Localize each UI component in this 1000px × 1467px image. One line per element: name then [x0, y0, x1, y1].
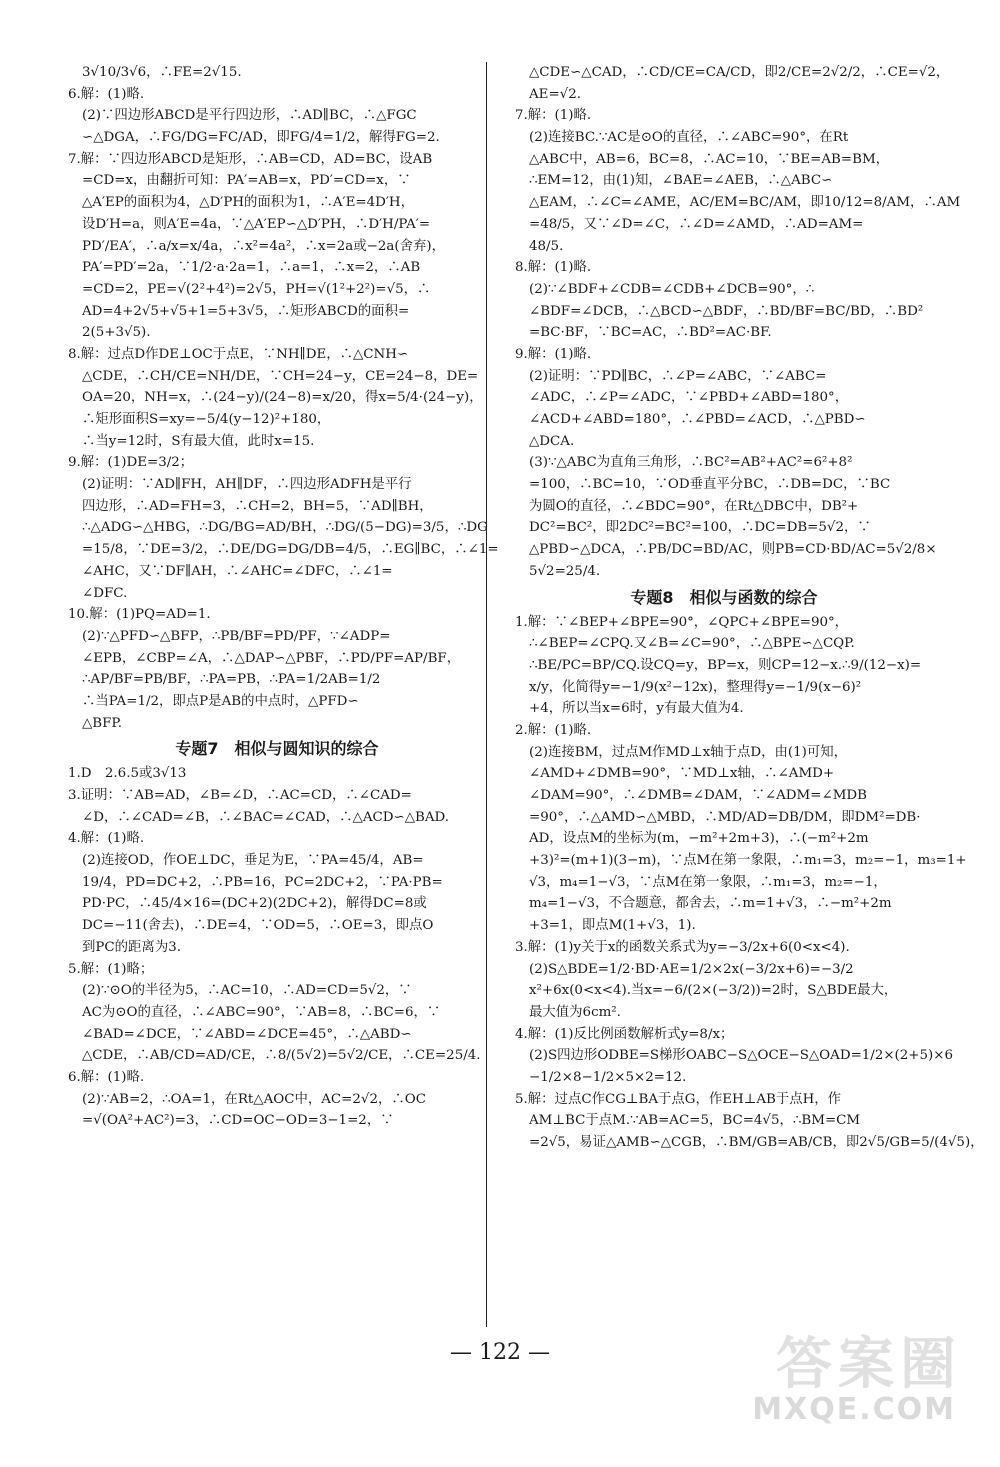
- answer-line: (2)∵四边形ABCD是平行四边形，∴AD∥BC，∴△FGC: [82, 108, 417, 124]
- answer-line: (3)∵△ABC为直角三角形，∴BC²=AB²+AC²=6²+8²: [529, 455, 853, 471]
- answer-line: △A′EP的面积为4，△D′PH的面积为1，∴A′E=4D′H，: [82, 195, 414, 211]
- answer-line: △CDE∽△CAD，∴CD/CE=CA/CD，即2/CE=2√2/2，∴CE=√2，: [529, 65, 950, 80]
- answer-line: x/y，化简得y=−1/9(x²−12x)，整理得y=−1/9(x−6)²: [529, 679, 862, 695]
- answer-line: 为圆O的直径，∴∠BDC=90°，在Rt△DBC中，DB²+: [529, 498, 859, 514]
- answer-item-line: 6.解：(1)略.: [68, 86, 145, 102]
- answer-line: (2)∵∠BDF+∠CDB=∠CDB+∠DCB=90°，∴: [529, 281, 815, 297]
- answer-line: m₄=1−√3，不合题意，都舍去，∴m=1+√3，∴−m²+2m: [529, 896, 892, 912]
- answer-line: 3√10/3√6，∴FE=2√15.: [82, 65, 242, 80]
- answer-item-line: 9.解：(1)DE=3/2；: [68, 455, 194, 471]
- answer-line: =15/8，∵DE=3/2，∴DE/DG=DG/DB=4/5，∴EG∥BC，∴∠1=: [82, 542, 499, 558]
- answer-item-line: 1.D 2.6.5或3√13: [68, 766, 187, 782]
- answer-line: △CDE，∴CH/CE=NH/DE，∵CH=24−y，CE=24−8，DE=: [82, 368, 479, 384]
- answer-item-line: 5.解：(1)略；: [68, 961, 154, 977]
- answer-line: (2)∵AB=2，∴OA=1，在Rt△AOC中，AC=2√2，∴OC: [82, 1091, 426, 1107]
- answer-line: =CD=x，由翻折可知：PA′=AB=x，PD′=CD=x，∵: [82, 173, 411, 189]
- answer-line: ∴AP/BF=PB/BF，∴PA=PB，∴PA=1/2AB=1/2: [82, 672, 381, 688]
- answer-item-line: 7.解：(1)略.: [515, 108, 592, 124]
- answer-line: 5√2=25/4.: [529, 563, 601, 579]
- column-divider: [486, 62, 487, 1327]
- answer-line: (2)连接OD，作OE⊥DC，垂足为E，∵PA=45/4，AB=: [82, 853, 424, 869]
- answer-line: DC=−11(舍去)，∴DE=4，∵OD=5，∴OE=3，即点O: [82, 918, 434, 934]
- answer-line: (2)∵⊙O的半径为5，∴AC=10，∴AD=CD=5√2，∵: [82, 983, 412, 999]
- answer-line: ∴△ADG∽△HBG，∴DG/BG=AD/BH，∴DG/(5−DG)=3/5，∴DG: [82, 520, 488, 536]
- answer-line: OA=20，NH=x，∴(24−y)/(24−8)=x/20，得x=5/4·(24−y)，: [82, 390, 483, 406]
- answer-item-line: 4.解：(1)略.: [68, 831, 145, 847]
- answer-item-line: 3.证明：∵AB=AD，∠B=∠D，∴AC=CD，∴∠CAD=: [68, 788, 412, 803]
- answer-line: =90°，∴△AMD∽△MBD，∴MD/AD=DB/DM，即DM²=DB·: [529, 809, 921, 825]
- answer-line: ∠AHC，又∵DF∥AH，∴∠AHC=∠DFC，∴∠1=: [82, 563, 393, 579]
- answer-line: AD=4+2√5+√5+1=5+3√5，∴矩形ABCD的面积=: [82, 303, 410, 319]
- page-number: — 122 —: [450, 1340, 550, 1365]
- answer-line: ∽△DGA，∴FG/DG=FC/AD，即FG/4=1/2，解得FG=2.: [82, 130, 440, 146]
- answer-line: PA′=PD′=2a，∵1/2·a·2a=1，∴a=1，∴x=2，∴AB: [82, 260, 421, 276]
- answer-line: (2)∵△PFD∽△BFP，∴PB/BF=PD/PF，∵∠ADP=: [82, 628, 391, 644]
- answer-item-line: 4.解：(1)反比例函数解析式y=8/x；: [515, 1026, 734, 1042]
- answer-line: 最大值为6cm².: [529, 1004, 621, 1020]
- answer-line: ∴BE/PC=BP/CQ.设CQ=y，BP=x，则CP=12−x.∴9/(12−x)=: [529, 657, 922, 673]
- answer-line: PD·PC，∴45/4×16=(DC+2)(2DC+2)，解得DC=8或: [82, 896, 427, 912]
- answer-line: =BC·BF，∵BC=AC，∴BD²=AC·BF.: [529, 325, 772, 341]
- left-column: [68, 62, 499, 1132]
- answer-line: +4，所以当x=6时，y有最大值为4.: [529, 701, 744, 717]
- answer-line: DC²=BC²，即2DC²=BC²=100，∴DC=DB=5√2，∵: [529, 520, 871, 536]
- answer-line: ∴∠BEP=∠CPQ.又∠B=∠C=90°，∴△BPE∽△CQP.: [529, 636, 855, 652]
- answer-line: =100，∴BC=10，∵OD垂直平分BC，∴DB=DC，∵BC: [529, 477, 891, 493]
- answer-line: +3=1，即点M(1+√3，1).: [529, 918, 696, 934]
- answer-line: △PBD∽△DCA，∴PB/DC=BD/AC，则PB=CD·BD/AC=5√2/8×: [529, 542, 937, 558]
- answer-line: 设D′H=a，则A′E=4a，∵△A′EP∽△D′PH，∴D′H/PA′=: [82, 216, 431, 232]
- answer-line: =√(OA²+AC²)=3，∴CD=OC−OD=3−1=2，∵: [82, 1113, 394, 1129]
- answer-line: √3，m₄=1−√3，∵点M在第一象限，∴m₁=3，m₂=−1，: [529, 874, 887, 890]
- answer-item-line: 9.解：(1)略.: [515, 346, 592, 362]
- answer-line: AD，设点M的坐标为(m，−m²+2m+3)，∴(−m²+2m: [529, 831, 869, 847]
- answer-line: AC为⊙O的直径，∴∠ABC=90°，∵AB=8，∴BC=6，∵: [82, 1004, 441, 1020]
- answer-item-line: 8.解：(1)略.: [515, 260, 592, 276]
- answer-line: 2(5+3√5).: [82, 325, 151, 341]
- answer-item-line: 7.解：∵四边形ABCD是矩形，∴AB=CD，AD=BC，设AB: [68, 151, 433, 167]
- right-column: [515, 62, 984, 1154]
- answer-line: (2)S△BDE=1/2·BD·AE=1/2×2x(−3/2x+6)=−3/2: [529, 961, 854, 977]
- answer-line: +3)²=(m+1)(3−m)，∵点M在第一象限，∴m₁=3，m₂=−1，m₃=1+: [529, 853, 967, 869]
- answer-line: ∠DAM=90°，∴∠DMB=∠DAM，∵∠ADM=∠MDB: [529, 788, 867, 803]
- answer-line: (2)证明：∵PD∥BC，∴∠P=∠ABC，∵∠ABC=: [529, 368, 827, 384]
- answer-line: =48/5，又∵∠D=∠C，∴∠D=∠AMD，∴AD=AM=: [529, 216, 864, 232]
- answer-item-line: 8.解：过点D作DE⊥OC于点E，∵NH∥DE，∴△CNH∽: [68, 346, 409, 362]
- answer-line: AM⊥BC于点M.∵AB=AC=5，BC=4√5，∴BM=CM: [529, 1113, 861, 1129]
- answer-line: △CDE，∴AB/CD=AD/CE，∴8/(5√2)=5√2/CE，∴CE=25/4.: [82, 1048, 481, 1064]
- watermark-logo: [712, 1332, 962, 1427]
- answer-line: ∠EPB，∠CBP=∠A，∴△DAP∽△PBF，∴PD/PF=AP/BF，: [82, 650, 461, 666]
- answer-line: ∠D，∴∠CAD=∠B，∴∠BAC=∠CAD，∴△ACD∽△BAD.: [82, 809, 450, 825]
- answer-line: ∴当PA=1/2，即点P是AB的中点时，△PFD∽: [82, 693, 359, 709]
- answer-item-line: 1.解：∵∠BEP+∠BPE=90°，∠QPC+∠BPE=90°，: [515, 614, 849, 630]
- answer-line: ∠AMD+∠DMB=90°，∵MD⊥x轴，∴∠AMD+: [529, 766, 835, 782]
- watermark-cn: 答案圈: [776, 1332, 962, 1397]
- answer-line: △BFP.: [82, 715, 122, 731]
- answer-line: ∴当y=12时，S有最大值，此时x=15.: [82, 433, 315, 449]
- answer-line: (2)S四边形ODBE=S梯形OABC−S△OCE−S△OAD=1/2×(2+5)×6: [529, 1048, 954, 1064]
- answer-line: =2√5，易证△AMB∽△CGB，∴BM/GB=AB/CB，即2√5/GB=5/(4√5)，: [529, 1135, 984, 1150]
- answer-line: =CD=2，PE=√(2²+4²)=2√5，PH=√(1²+2²)=√5，∴: [82, 281, 431, 297]
- answer-line: x²+6x(0<x<4).当x=−6/(2×(−3/2))=2时，S△BDE最大，: [529, 983, 898, 999]
- answer-line: ∠ADC，∴∠P=∠ADC，∵∠PBD+∠ABD=180°，: [529, 390, 849, 406]
- answer-line: (2)证明：∵AD∥FH，AH∥DF，∴四边形ADFH是平行: [82, 477, 412, 493]
- answer-line: 48/5.: [529, 238, 564, 254]
- answer-line: △DCA.: [529, 433, 575, 449]
- answer-line: ∠BAD=∠DCE，∵∠ABD=∠DCE=45°，∴△ABD∽: [82, 1026, 412, 1042]
- watermark-en: MXQE.COM: [752, 1392, 956, 1427]
- answer-line: ∠DFC.: [82, 585, 128, 601]
- answer-line: AE=√2.: [529, 86, 581, 102]
- answer-line: 到PC的距离为3.: [82, 939, 181, 955]
- answer-line: 四边形，∴AD=FH=3，∴CH=2，BH=5，∵AD∥BH，: [82, 498, 433, 514]
- answer-line: △ABC中，AB=6，BC=8，∴AC=10，∵BE=AB=BM，: [529, 151, 890, 167]
- answer-line: ∠BDF=∠DCB，∴△BCD∽△BDF，∴BD/BF=BC/BD，∴BD²: [529, 303, 924, 319]
- answer-line: PD′/EA′，∴a/x=x/4a，∴x²=4a²，∴x=2a或−2a(舍弃)，: [82, 238, 445, 254]
- answer-line: −1/2×8−1/2×5×2=12.: [529, 1069, 687, 1085]
- answer-line: ∠ACD+∠ABD=180°，∴∠PBD=∠ACD，∴△PBD∽: [529, 412, 866, 427]
- answer-line: (2)连接BM，过点M作MD⊥x轴于点D，由(1)可知，: [529, 744, 847, 760]
- section-heading: 专题8 相似与函数的综合: [630, 587, 818, 607]
- answer-item-line: 6.解：(1)略.: [68, 1069, 145, 1085]
- answer-item-line: 2.解：(1)略.: [515, 722, 592, 738]
- answer-item-line: 5.解：过点C作CG⊥BA于点G，作EH⊥AB于点H，作: [515, 1091, 842, 1107]
- answer-line: ∴EM=12，由(1)知，∠BAE=∠AEB，∴△ABC∽: [529, 173, 833, 189]
- answer-line: ∴矩形面积S=xy=−5/4(y−12)²+180，: [82, 412, 331, 427]
- section-heading: 专题7 相似与圆知识的综合: [175, 739, 379, 759]
- answer-line: △EAM，∴∠C=∠AME，AC/EM=BC/AM，即10/12=8/AM，∴AM: [529, 195, 961, 211]
- answer-item-line: 10.解：(1)PQ=AD=1.: [68, 607, 211, 623]
- answer-line: (2)连接BC.∵AC是⊙O的直径，∴∠ABC=90°，在Rt: [529, 130, 849, 146]
- answer-item-line: 3.解：(1)y关于x的函数关系式为y=−3/2x+6(0<x<4).: [515, 939, 850, 955]
- answer-line: 19/4，PD=DC+2，∴PB=16，PC=2DC+2，∵PA·PB=: [82, 874, 443, 890]
